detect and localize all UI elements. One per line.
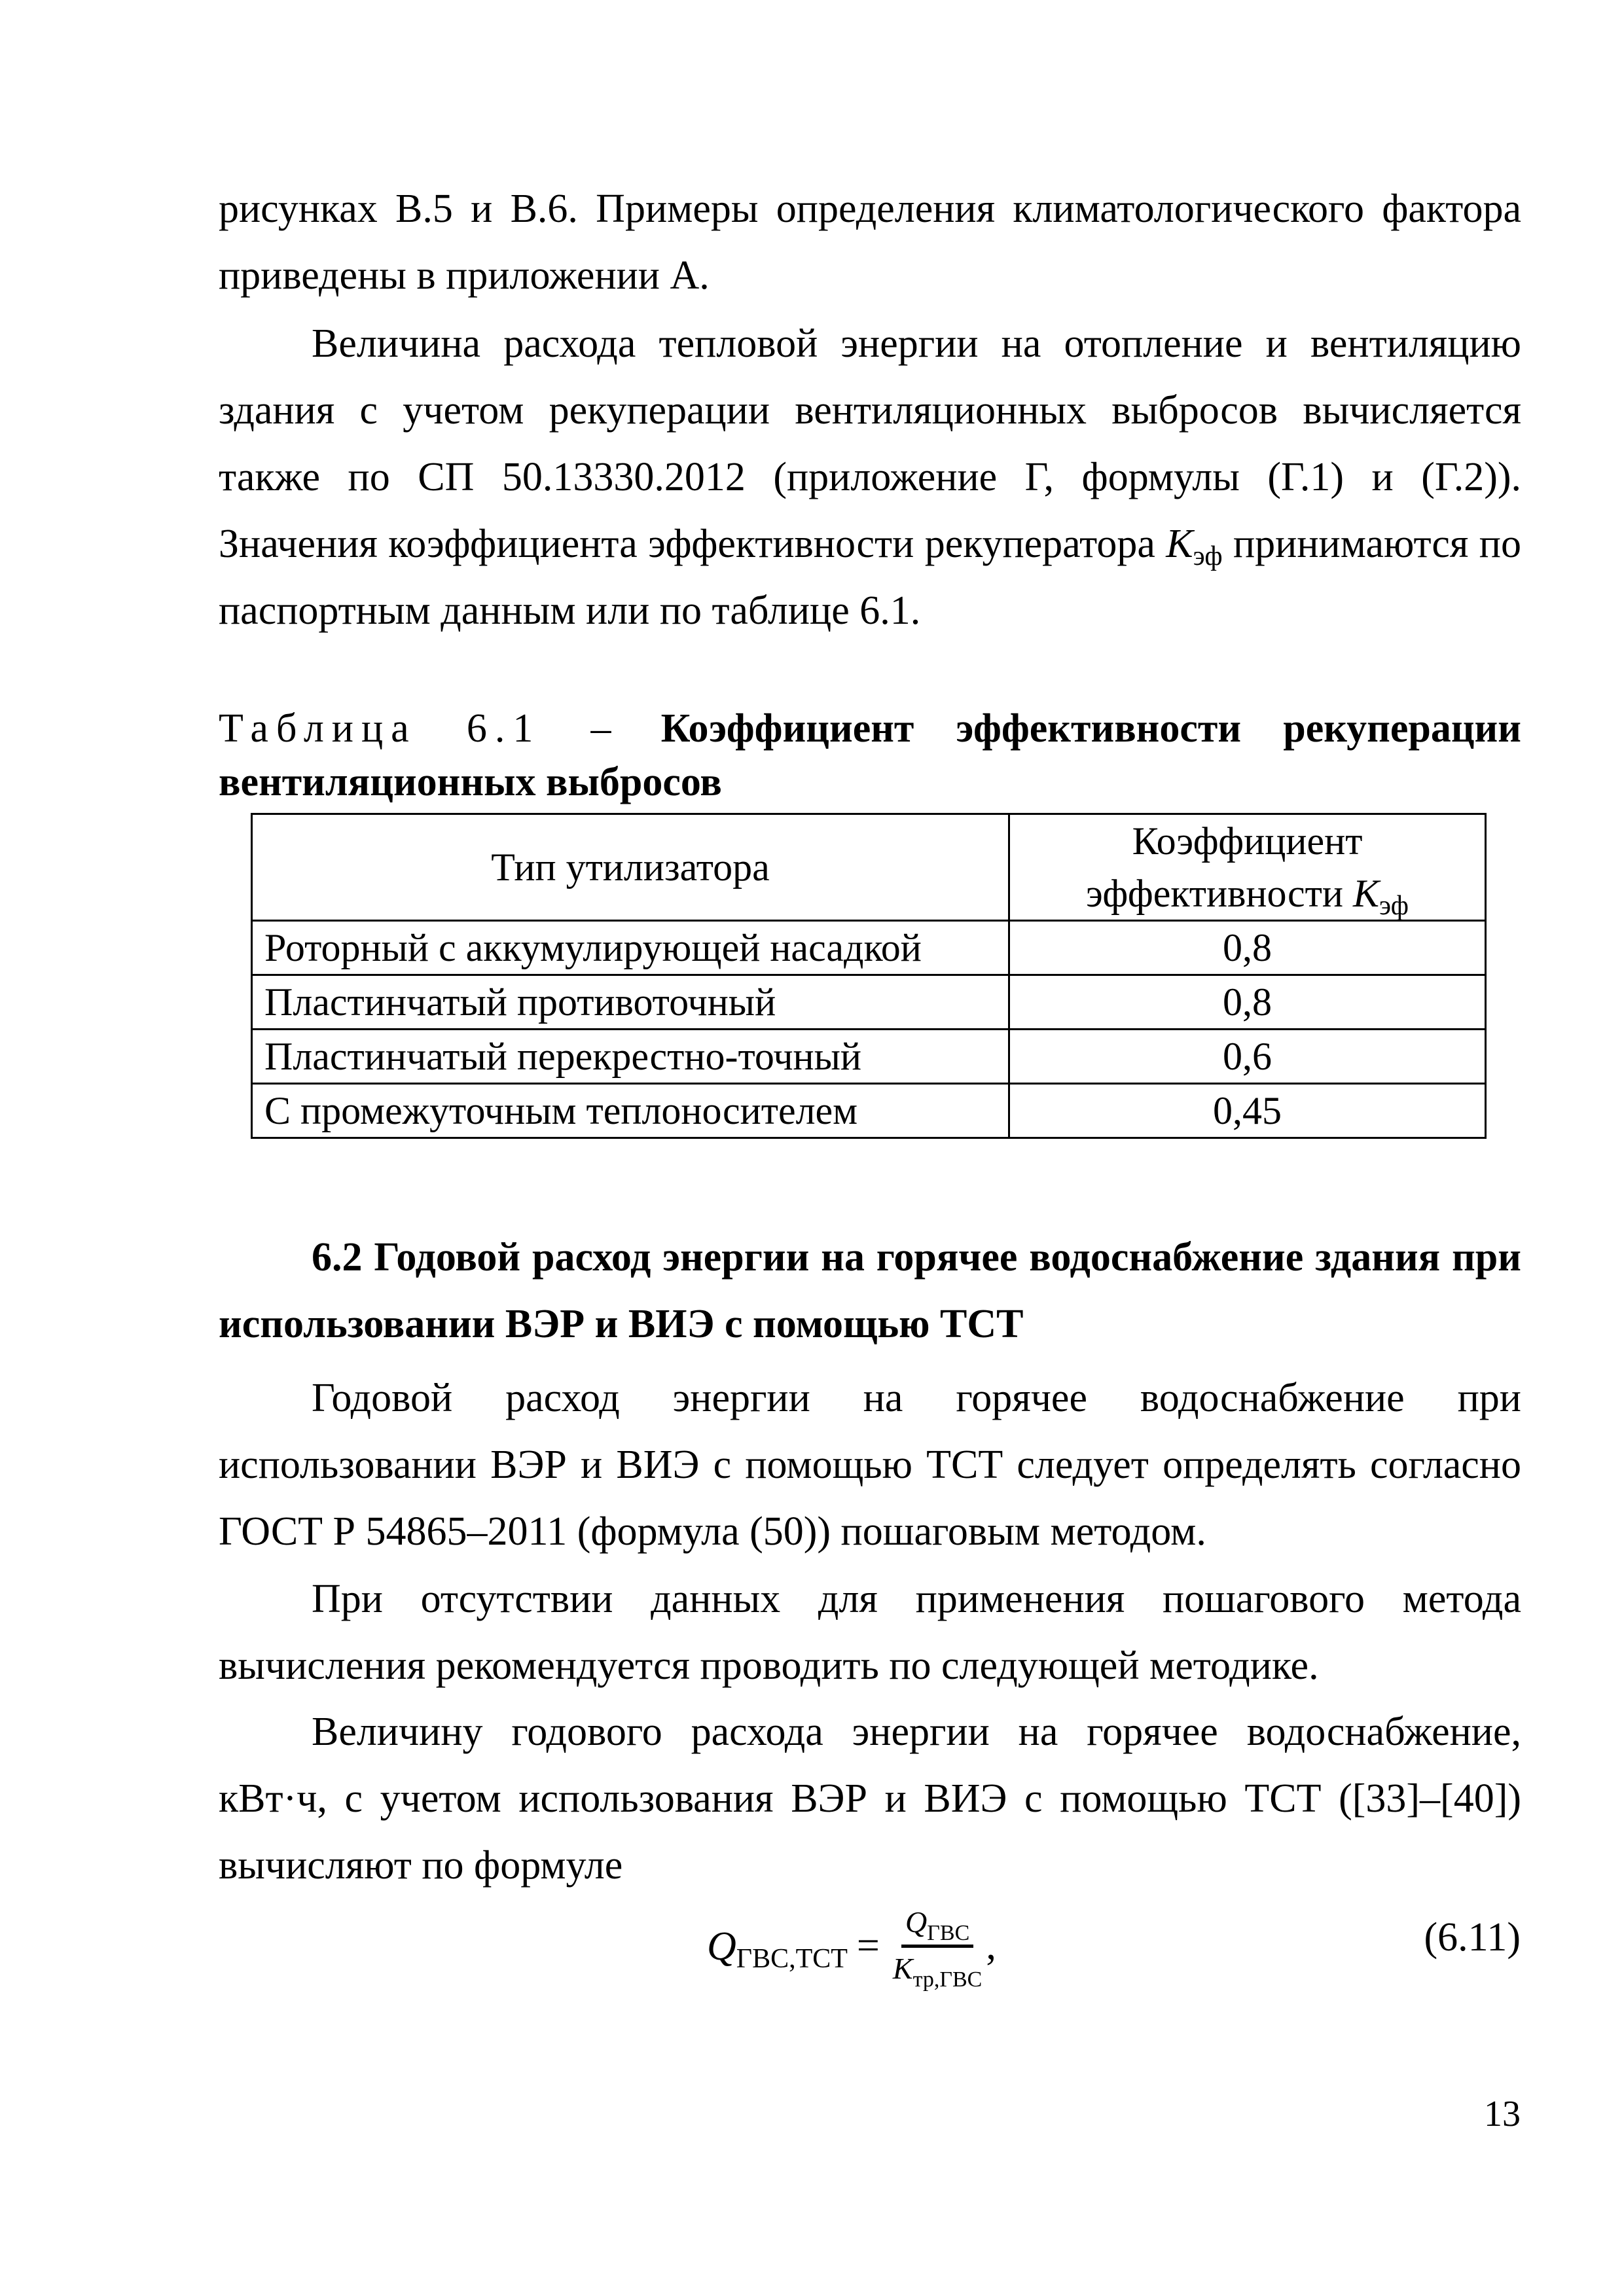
header-coef <box>1009 814 1486 921</box>
formula-lhs-group <box>707 1920 848 1973</box>
paragraph-continuation: рисунках В.5 и В.6. Примеры определения климатологического фактора приведены в приложении А. <box>219 187 1521 298</box>
symbol-sub: эф <box>1193 541 1223 571</box>
formula-lhs: Q <box>707 1924 736 1969</box>
formula-6-11 <box>707 1901 996 1991</box>
num-symbol: Q <box>905 1905 928 1939</box>
caption-title: Коэффициент эффективности рекуперации вентиляционных выбросов <box>219 706 1521 804</box>
symbol-k: K <box>1166 522 1193 566</box>
cell-value: 0,8 <box>1009 921 1486 975</box>
num-sub: ГВС <box>927 1921 970 1945</box>
comma: , <box>986 1924 996 1968</box>
page-number: 13 <box>1484 2094 1521 2134</box>
table-row <box>252 975 1486 1030</box>
den-symbol: K <box>892 1952 913 1985</box>
efficiency-table <box>251 813 1487 1139</box>
cell-type: Роторный с аккумулирующей насадкой <box>252 921 1009 975</box>
cell-type: Пластинчатый перекрестно-точный <box>252 1030 1009 1084</box>
fraction <box>893 1901 982 1991</box>
caption-label: Таблица 6.1 – <box>219 706 619 751</box>
header-coef-text: Коэффициент эффективности <box>1085 819 1363 915</box>
cell-value: 0,45 <box>1009 1084 1486 1138</box>
den-sub: тр,ГВС <box>912 1967 983 1992</box>
text: Величина расхода тепловой энергии на отопление и вентиляцию здания с учетом рекуперации вентиляционных выбросов вычисляется также по СП 50.13330.2012 (приложение Г, формулы (Г.1) и (Г.2)). Значения коэффициента эффективности рекуператора <box>219 321 1521 566</box>
equation-number: (6.11) <box>1424 1915 1521 1960</box>
symbol-sub: эф <box>1379 891 1409 921</box>
formula-lhs-sub: ГВС,ТСТ <box>736 1943 848 1974</box>
paragraph: Годовой расход энергии на горячее водоснабжение при использовании ВЭР и ВИЭ с помощью ТСТ следует определять согласно ГОСТ Р 54865–2011 (формула (50)) пошаговым методом. <box>219 1376 1521 1554</box>
numerator <box>901 1901 973 1948</box>
paragraph: Величину годового расхода энергии на горячее водоснабжение, кВт·ч, с учетом использования ВЭР и ВИЭ с помощью ТСТ ([33]–[40]) вычисляют по формуле <box>219 1710 1521 1888</box>
denominator <box>893 1948 982 1991</box>
cell-value: 0,6 <box>1009 1030 1486 1084</box>
cell-type: С промежуточным теплоносителем <box>252 1084 1009 1138</box>
paragraph: При отсутствии данных для применения пошагового метода вычисления рекомендуется проводить по следующей методике. <box>219 1577 1521 1688</box>
table-row <box>252 1030 1486 1084</box>
equals-sign: = <box>856 1924 880 1968</box>
text: принимаются по паспортным данным или по таблице 6.1. <box>219 522 1521 633</box>
paragraph-recuperation <box>219 310 1521 644</box>
cell-value: 0,8 <box>1009 975 1486 1030</box>
symbol-k: K <box>1353 872 1380 915</box>
table-header-row <box>252 814 1486 921</box>
table-row <box>252 921 1486 975</box>
cell-type: Пластинчатый противоточный <box>252 975 1009 1030</box>
header-type: Тип утилизатора <box>252 814 1009 921</box>
table-row <box>252 1084 1486 1138</box>
table-caption <box>219 702 1521 809</box>
section-heading: 6.2 Годовой расход энергии на горячее водоснабжение здания при использовании ВЭР и ВИЭ с помощью ТСТ <box>219 1235 1521 1346</box>
